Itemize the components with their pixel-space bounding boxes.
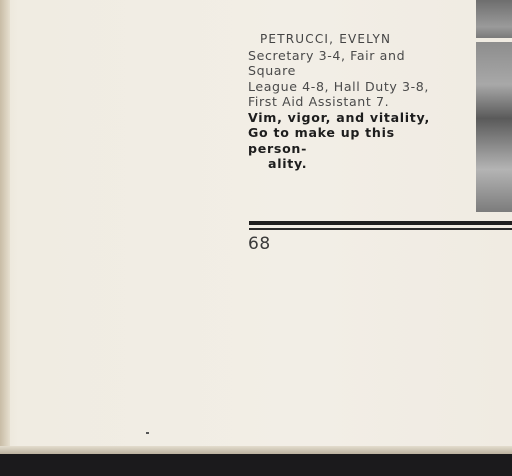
- paper-speck: [146, 432, 149, 434]
- divider-rule-thick: [249, 221, 512, 225]
- page-spine-edge: [0, 0, 10, 452]
- quote-line: ality.: [268, 156, 308, 171]
- student-entry: [248, 32, 456, 172]
- page-bottom-edge: [0, 446, 512, 454]
- activities-line: First Aid Assistant 7.: [248, 94, 390, 109]
- divider-rule-thin: [249, 228, 512, 230]
- activities-line: Secretary 3-4, Fair and Square: [248, 47, 406, 78]
- quote-line: Vim, vigor, and vitality,: [248, 109, 430, 125]
- portrait-photo: [476, 42, 512, 212]
- student-name: PETRUCCI, EVELYN: [260, 32, 392, 46]
- portrait-photo-above: [476, 0, 512, 38]
- activities-line: League 4-8, Hall Duty 3-8,: [248, 78, 429, 94]
- page-number: 68: [248, 234, 271, 254]
- quote-line: Go to make up this person-: [248, 125, 395, 156]
